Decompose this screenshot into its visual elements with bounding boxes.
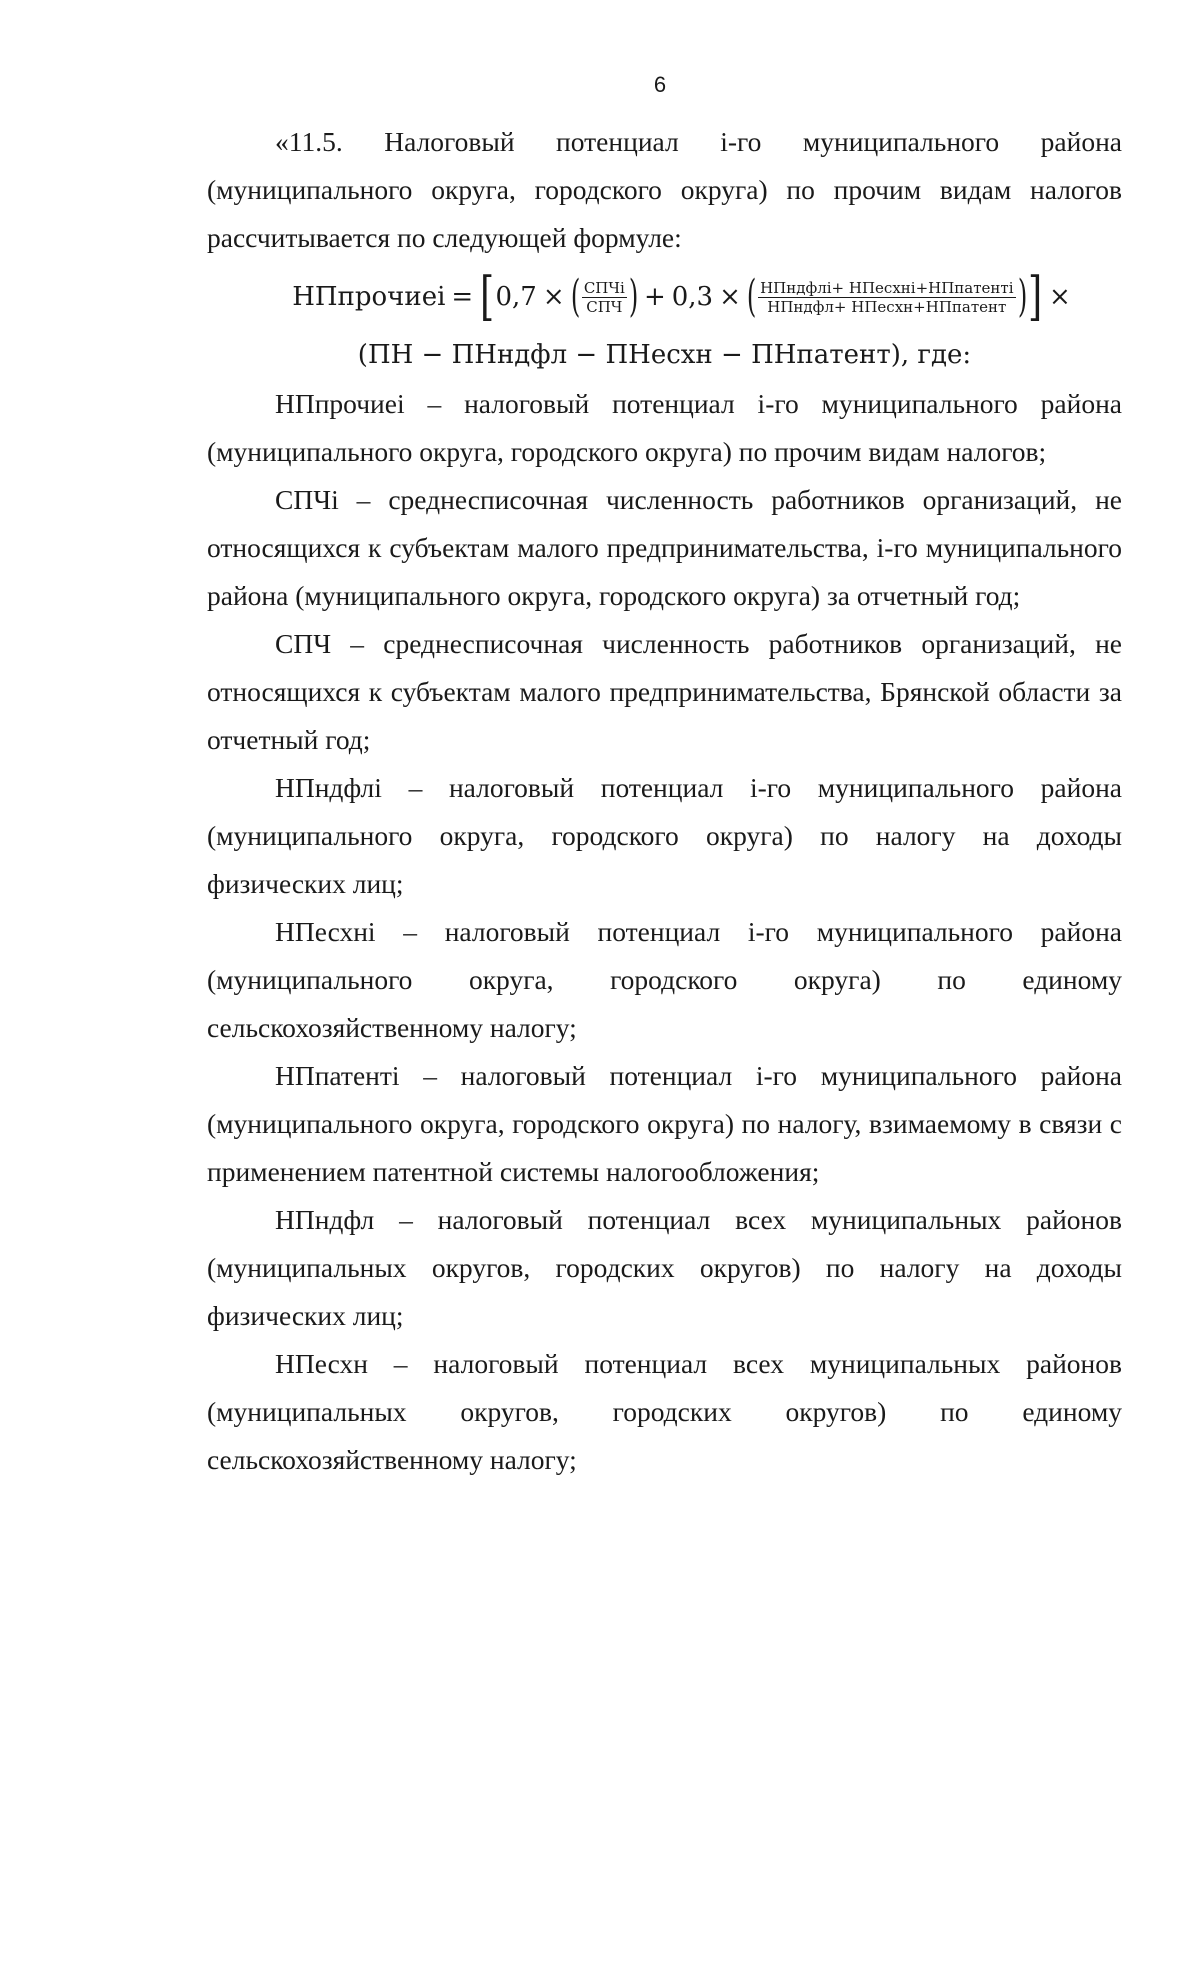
formula-lhs: НПпрочиеi bbox=[292, 282, 446, 312]
definition-np-ndfl bbox=[207, 1196, 1122, 1340]
definition-text: – налоговый потенциал всех муниципальных районов (муниципальных округов, городских округов) по единому сельскохозяйственному налогу; bbox=[207, 1348, 1122, 1475]
definition-term: НПндфл bbox=[275, 1204, 375, 1235]
formula-frac1-denominator: СПЧ bbox=[586, 297, 623, 316]
definition-term: НПндфлi bbox=[275, 772, 382, 803]
definition-text: – налоговый потенциал i-го муниципального района (муниципального округа, городского округа) по единому сельскохозяйственному налогу; bbox=[207, 916, 1122, 1043]
definition-text: – налоговый потенциал i-го муниципального района (муниципального округа, городского округа) по налогу на доходы физических лиц; bbox=[207, 772, 1122, 899]
formula-close-paren-1: ) bbox=[628, 271, 639, 322]
definition-text: – налоговый потенциал i-го муниципального района (муниципального округа, городского округа) по налогу, взимаемому в связи с применением патентной системы налогообложения; bbox=[207, 1060, 1122, 1187]
formula-open-paren-2: ( bbox=[746, 271, 757, 322]
formula-fraction-2 bbox=[758, 279, 1015, 316]
definition-spch bbox=[207, 620, 1122, 764]
formula-open-paren-1: ( bbox=[570, 271, 580, 322]
document-body bbox=[207, 118, 1122, 1484]
formula-fraction-1 bbox=[582, 279, 627, 316]
formula-frac2-denominator: НПндфл+ НПесхн+НПпатент bbox=[767, 297, 1007, 316]
definition-text: – налоговый потенциал всех муниципальных районов (муниципальных округов, городских округов) по налогу на доходы физических лиц; bbox=[207, 1204, 1122, 1331]
definition-term: СПЧi bbox=[275, 484, 339, 515]
definition-np-patent-i bbox=[207, 1052, 1122, 1196]
page-number: 6 bbox=[653, 72, 667, 97]
formula-open-bracket: [ bbox=[480, 267, 495, 327]
formula-coef1: 0,7 bbox=[495, 282, 537, 312]
formula-line-1 bbox=[207, 264, 1122, 330]
definition-np-prochie-i bbox=[207, 380, 1122, 476]
definition-np-eshn-i bbox=[207, 908, 1122, 1052]
definition-term: НПпатентi bbox=[275, 1060, 400, 1091]
definition-term: НПесхн bbox=[275, 1348, 368, 1379]
definition-term: НПпрочиеi bbox=[275, 388, 405, 419]
definition-text: – налоговый потенциал i-го муниципального района (муниципального округа, городского округа) по прочим видам налогов; bbox=[207, 388, 1122, 467]
intro-paragraph: «11.5. Налоговый потенциал i-го муниципального района (муниципального округа, городского округа) по прочим видам налогов рассчитывается по следующей формуле: bbox=[207, 126, 1122, 253]
formula-line-2: (ПН − ПНндфл − ПНесхн − ПНпатент), где: bbox=[357, 340, 972, 370]
formula-times-2: × bbox=[719, 282, 741, 312]
formula-equals: = bbox=[451, 282, 474, 312]
formula-coef2: 0,3 bbox=[671, 282, 714, 312]
formula-close-paren-2: ) bbox=[1017, 271, 1027, 322]
formula-times-1: × bbox=[542, 282, 565, 312]
formula-frac2-numerator: НПндфлi+ НПесхнi+НПпатентi bbox=[760, 278, 1014, 297]
formula-trailing-times: × bbox=[1048, 282, 1071, 312]
formula-plus: + bbox=[643, 282, 666, 312]
definition-np-ndfl-i bbox=[207, 764, 1122, 908]
definition-text: – среднесписочная численность работников организаций, не относящихся к субъектам малого предпринимательства, i-го муниципального района (муниципального округа, городского округа) за отчетный год; bbox=[207, 484, 1122, 611]
definition-text: – среднесписочная численность работников организаций, не относящихся к субъектам малого предпринимательства, Брянской области за отчетный год; bbox=[207, 628, 1122, 755]
definition-term: НПесхнi bbox=[275, 916, 376, 947]
formula-frac1-numerator: СПЧi bbox=[583, 278, 625, 297]
formula-close-bracket: ] bbox=[1027, 267, 1042, 327]
definition-term: СПЧ bbox=[275, 628, 332, 659]
definition-np-eshn bbox=[207, 1340, 1122, 1484]
definition-spch-i bbox=[207, 476, 1122, 620]
